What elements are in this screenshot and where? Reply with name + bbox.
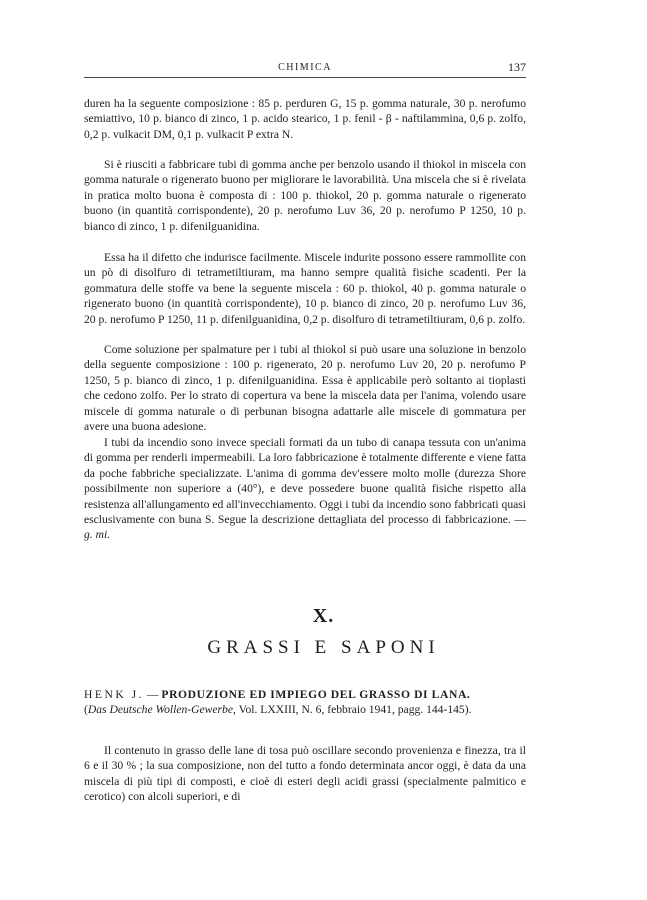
section-number: X. <box>312 605 335 627</box>
bibliographic-entry: HENK J. — PRODUZIONE ED IMPIEGO DEL GRASSO DI LANA. (Das Deutsche Wollen-Gewerbe, Vol. LXXIII, N. 6, febbraio 1941, pagg. 144-145). <box>84 688 472 717</box>
header-rule <box>84 77 526 78</box>
author-signature: g. mi. <box>84 528 111 542</box>
entry-body: Il contenuto in grasso delle lane di tosa può oscillare secondo provenienza e finezza, tra il 6 e il 30 % ; la sua composizione, non del tutto a fondo determinata ancor oggi, è data da una miscela di più tipi di composti, e cioè di esteri degli acidi grassi (specialmente palmitico e cerotico) con alcoli superiori, e di <box>84 744 526 804</box>
entry-title: PRODUZIONE ED IMPIEGO DEL GRASSO DI LANA. <box>161 688 471 701</box>
entry-author: HENK J. <box>84 688 145 701</box>
entry-source-journal: Das Deutsche Wollen-Gewerbe, <box>87 703 236 717</box>
running-title: CHIMICA <box>278 62 332 73</box>
paragraph-5 <box>84 435 526 543</box>
paragraph-5-text: I tubi da incendio sono invece speciali formati da un tubo di canapa tessuta con un'anima di gomma per renderli impermeabili. La loro fabbricazione è totalmente differente e viene fatta da poche fabbriche specializzate. L'anima di gomma dev'essere molto molle (durezza Shore possibilmente non superiore a (40°), e deve possedere buone qualità fisiche rispetto alla resistenza all'allungamento ed all'invecchiamento. Oggi i tubi da incendio sono fabbricati quasi esclusivamente con buna S. Segue la descrizione dettagliata del processo di fabbricazione. — <box>84 436 526 527</box>
entry-separator: — <box>144 688 162 701</box>
paragraph-2: Si è riusciti a fabbricare tubi di gomma anche per benzolo usando il thiokol in miscela con gomma naturale o rigenerato buono per migliorare le lavorabilità. Una miscela che si è rivelata in pratica molto buona è composta di : 100 p. thiokol, 20 p. gomma naturale o rigenerato buono (in quantità corrispondente), 20 p. nerofumo Luv 36, 20 p. nerofumo P 1250, 10 p. bianco di zinco, 1 p. difenilguanidina. <box>84 158 526 233</box>
page-number: 137 <box>508 60 526 74</box>
paragraph-4: Come soluzione per spalmature per i tubi al thiokol si può usare una soluzione in benzolo della seguente composizione : 100 p. rigenerato, 20 p. nerofumo Luv 20, 20 p. nerofumo P 1250, 5 p. bianco di zinco, 1 p. difenilguanidina. Essa è applicabile però soltanto ai tioplasti che cedono zolfo. Per lo strato di copertura va bene la miscela data per l'anima, volendo usare miscele di gomma naturale o di perbunan bisogna adattarle alle miscele di gommatura per avere una buona adesione. <box>84 343 526 434</box>
entry-source-details: Vol. LXXIII, N. 6, febbraio 1941, pagg. 144-145). <box>235 703 472 717</box>
paragraph-1: duren ha la seguente composizione : 85 p. perduren G, 15 p. gomma naturale, 30 p. nerofumo semiattivo, 10 p. bianco di zinco, 1 p. acido stearico, 1 p. fenil - β - naftilammina, 0,6 p. zolfo, 0,2 p. vulkacit DM, 0,1 p. vulkacit P extra N. <box>84 97 526 141</box>
paragraph-3: Essa ha il difetto che indurisce facilmente. Miscele indurite possono essere rammollite con un pò di disolfuro di tetrametiltiuram, ma hanno sempre qualità fisiche scadenti. Per la gommatura delle stoffe va bene la seguente miscela : 60 p. thiokol, 40 p. gomma naturale o rigenerato buono (in quantità corrispondente), 10 p. bianco di zinco, 20 p. nerofumo Luv 36, 20 p. nerofumo P 1250, 11 p. difenilguanidina, 0,2 p. disolfuro di tetrametiltiuram, 0,6 p. zolfo. <box>84 251 526 326</box>
section-title: GRASSI E SAPONI <box>207 637 440 658</box>
